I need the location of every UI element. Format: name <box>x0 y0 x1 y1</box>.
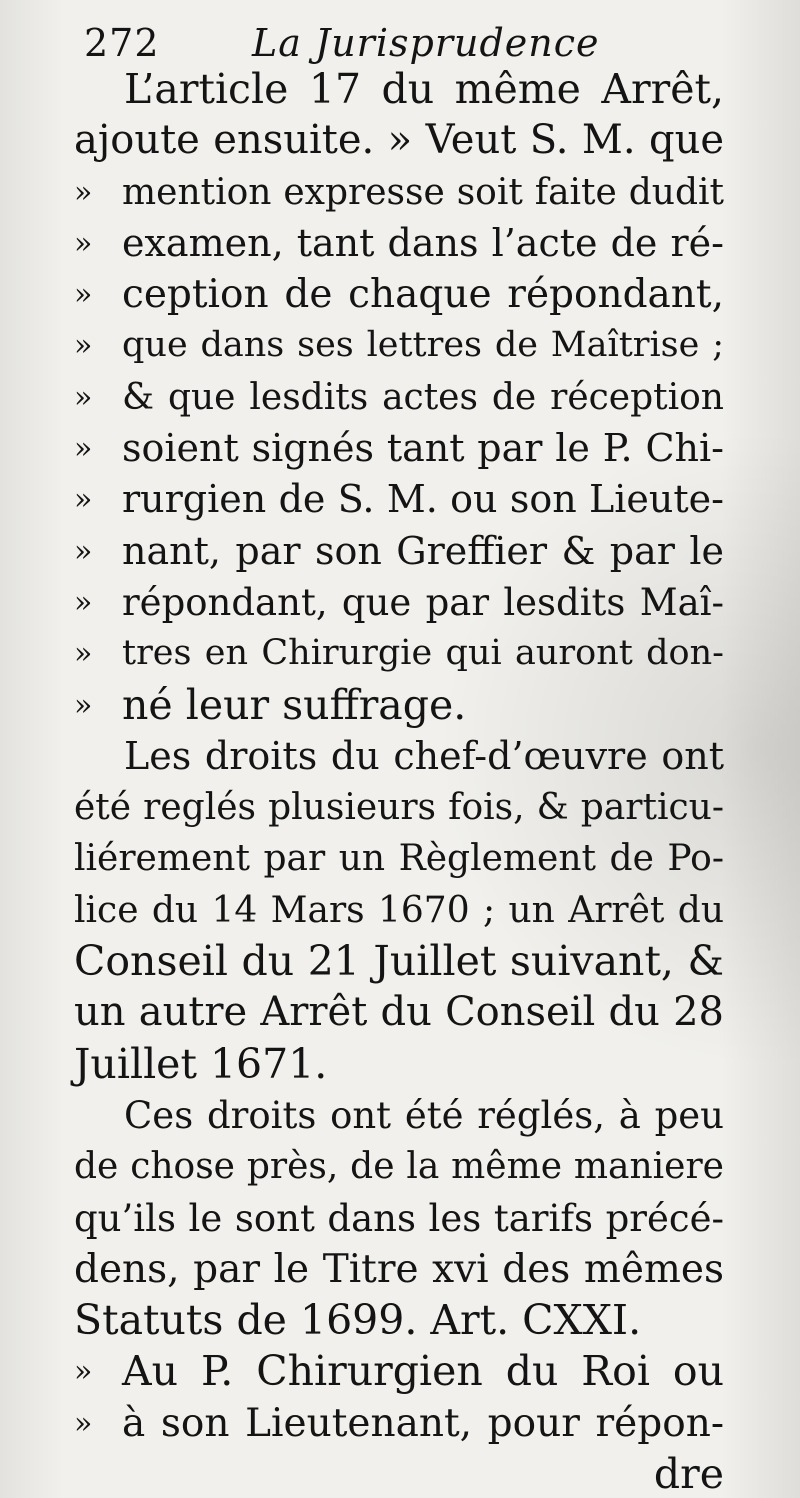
text-line: Statuts de 1699. Art. CXXI. <box>74 1296 642 1345</box>
quoted-text-line: » que dans ses lettres de Maîtrise ; <box>74 320 724 371</box>
catchword: dre <box>653 1450 724 1498</box>
quoted-text-line: » ception de chaque répondant, <box>74 269 724 320</box>
quoted-text-line: » nant, par son Greffier & par le <box>74 526 724 577</box>
page-header <box>84 20 724 66</box>
text-line: liérement par un Règlement de Po- <box>74 838 724 880</box>
quoted-text-line: » Au P. Chirurgien du Roi ou <box>74 1346 724 1397</box>
quoted-text-line: » soient signés tant par le P. Chi- <box>74 423 724 474</box>
text-line: été reglés plusieurs fois, & particu- <box>74 787 724 829</box>
text-line: ajoute ensuite. » Veut S. M. que <box>74 117 724 164</box>
text-line: de chose près, de la même maniere <box>74 1146 724 1188</box>
text-line: Les droits du chef-d’œuvre ont <box>124 733 724 778</box>
text-line: Juillet 1671. <box>74 1039 328 1088</box>
quoted-text-line: » à son Lieutenant, pour répon- <box>74 1398 724 1449</box>
body-text <box>74 64 724 1498</box>
running-title: La Jurisprudence <box>252 21 600 65</box>
quoted-text-line: » répondant, que par lesdits Maî- <box>74 577 724 628</box>
quoted-text-line: » mention expresse soit faite dudit <box>74 167 724 218</box>
text-line: lice du 14 Mars 1670 ; un Arrêt du <box>74 889 724 931</box>
text-line: Conseil du 21 Juillet suivant, & <box>74 937 724 986</box>
quoted-text-line: » né leur suffrage. <box>74 680 724 731</box>
text-line: L’article 17 du même Arrêt, <box>124 65 724 113</box>
quoted-text-line: » & que lesdits actes de réception <box>74 372 724 423</box>
text-line: Ces droits ont été réglés, à peu <box>124 1093 724 1137</box>
text-line: dens, par le Titre xvi des mêmes <box>74 1246 724 1292</box>
text-line: qu’ils le sont dans les tarifs précé- <box>74 1196 724 1240</box>
quoted-text-line: » rurgien de S. M. ou son Lieute- <box>74 474 724 525</box>
quoted-text-line: » tres en Chirurgie qui auront don- <box>74 628 724 679</box>
text-line: un autre Arrêt du Conseil du 28 <box>74 989 724 1036</box>
quoted-text-line: » examen, tant dans l’acte de ré- <box>74 218 724 269</box>
page-number: 272 <box>84 21 160 65</box>
